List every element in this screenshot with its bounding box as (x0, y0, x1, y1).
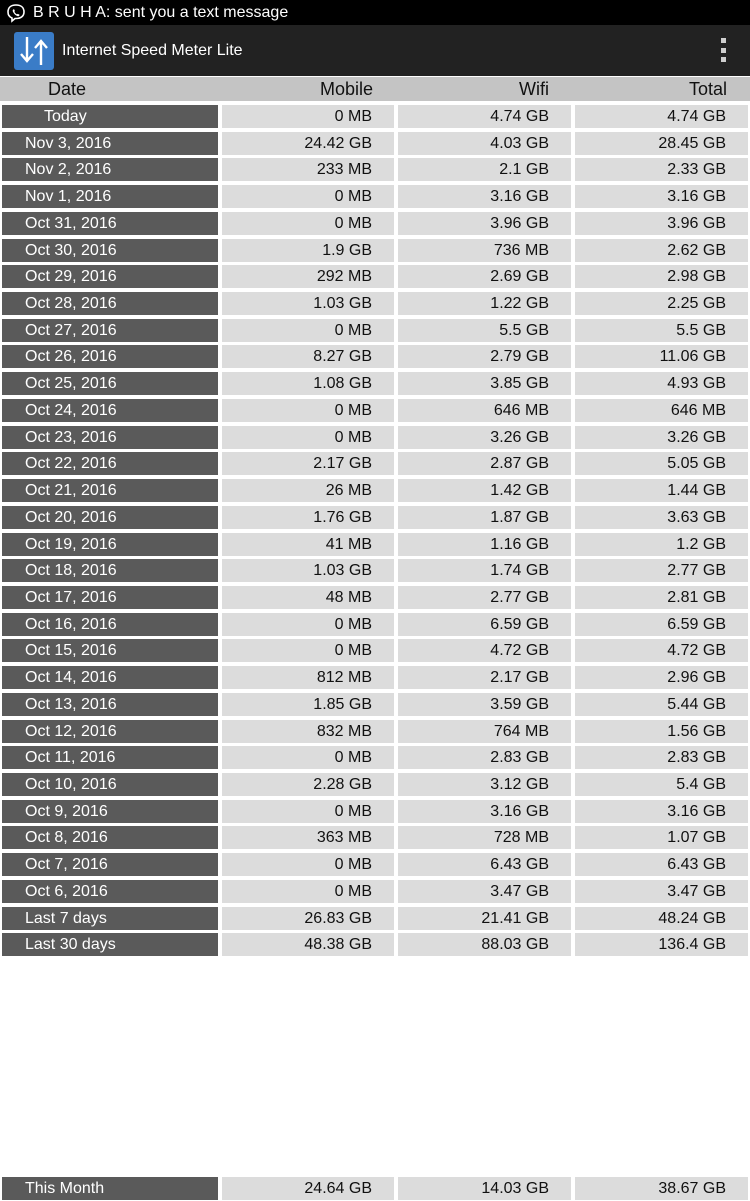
row-mobile: 0 MB (222, 185, 394, 208)
speed-meter-app-icon[interactable] (14, 32, 54, 70)
table-row (0, 559, 750, 586)
row-date: Oct 12, 2016 (2, 720, 218, 743)
table-row (0, 880, 750, 907)
viber-icon (5, 2, 27, 24)
row-wifi: 2.69 GB (398, 265, 571, 288)
row-wifi: 3.16 GB (398, 185, 571, 208)
row-wifi: 2.17 GB (398, 666, 571, 689)
row-total: 2.81 GB (575, 586, 748, 609)
app-bar (0, 25, 750, 76)
row-wifi: 88.03 GB (398, 933, 571, 956)
row-wifi: 2.79 GB (398, 345, 571, 368)
row-mobile: 1.85 GB (222, 693, 394, 716)
row-date: Oct 23, 2016 (2, 426, 218, 449)
row-date: Oct 22, 2016 (2, 452, 218, 475)
row-mobile: 1.03 GB (222, 559, 394, 582)
row-total: 646 MB (575, 399, 748, 422)
table-row (0, 292, 750, 319)
table-row (0, 426, 750, 453)
row-wifi: 3.26 GB (398, 426, 571, 449)
row-wifi: 6.59 GB (398, 613, 571, 636)
row-mobile: 0 MB (222, 853, 394, 876)
row-total: 2.96 GB (575, 666, 748, 689)
table-row (0, 239, 750, 266)
row-date: Oct 10, 2016 (2, 773, 218, 796)
table-row (0, 773, 750, 800)
row-total: 5.5 GB (575, 319, 748, 342)
this-month-mobile: 24.64 GB (222, 1177, 394, 1200)
row-wifi: 646 MB (398, 399, 571, 422)
row-mobile: 363 MB (222, 826, 394, 849)
row-total: 4.74 GB (575, 105, 748, 128)
row-wifi: 3.59 GB (398, 693, 571, 716)
table-row (0, 586, 750, 613)
row-date: Oct 30, 2016 (2, 239, 218, 262)
row-mobile: 1.9 GB (222, 239, 394, 262)
table-row (0, 345, 750, 372)
row-total: 28.45 GB (575, 132, 748, 155)
table-row (0, 933, 750, 960)
row-date: Oct 25, 2016 (2, 372, 218, 395)
row-date: Oct 26, 2016 (2, 345, 218, 368)
row-mobile: 41 MB (222, 533, 394, 556)
row-wifi: 2.87 GB (398, 452, 571, 475)
this-month-total: 38.67 GB (575, 1177, 748, 1200)
row-wifi: 4.03 GB (398, 132, 571, 155)
row-date: Oct 8, 2016 (2, 826, 218, 849)
table-row (0, 372, 750, 399)
row-date: Oct 11, 2016 (2, 746, 218, 769)
row-mobile: 1.03 GB (222, 292, 394, 315)
row-mobile: 0 MB (222, 212, 394, 235)
row-wifi: 1.16 GB (398, 533, 571, 556)
row-wifi: 3.16 GB (398, 800, 571, 823)
table-row (0, 479, 750, 506)
table-row (0, 399, 750, 426)
app-title: Internet Speed Meter Lite (62, 41, 243, 59)
table-row (0, 666, 750, 693)
row-wifi: 2.77 GB (398, 586, 571, 609)
row-date: Last 7 days (2, 907, 218, 930)
row-total: 2.25 GB (575, 292, 748, 315)
row-wifi: 2.1 GB (398, 158, 571, 181)
row-mobile: 0 MB (222, 800, 394, 823)
row-date: Oct 17, 2016 (2, 586, 218, 609)
table-row (0, 826, 750, 853)
row-wifi: 1.74 GB (398, 559, 571, 582)
row-mobile: 0 MB (222, 426, 394, 449)
row-total: 1.56 GB (575, 720, 748, 743)
row-total: 3.63 GB (575, 506, 748, 529)
row-mobile: 48.38 GB (222, 933, 394, 956)
row-mobile: 0 MB (222, 613, 394, 636)
row-mobile: 1.08 GB (222, 372, 394, 395)
row-wifi: 6.43 GB (398, 853, 571, 876)
table-row (0, 853, 750, 880)
overflow-menu-icon[interactable] (718, 38, 728, 62)
row-wifi: 4.74 GB (398, 105, 571, 128)
row-total: 5.4 GB (575, 773, 748, 796)
row-wifi: 3.96 GB (398, 212, 571, 235)
row-date: Nov 3, 2016 (2, 132, 218, 155)
row-mobile: 8.27 GB (222, 345, 394, 368)
row-date: Oct 28, 2016 (2, 292, 218, 315)
row-mobile: 26.83 GB (222, 907, 394, 930)
table-row (0, 800, 750, 827)
this-month-wifi: 14.03 GB (398, 1177, 571, 1200)
row-date: Nov 1, 2016 (2, 185, 218, 208)
row-date: Oct 18, 2016 (2, 559, 218, 582)
table-row (0, 105, 750, 132)
row-total: 5.05 GB (575, 452, 748, 475)
row-date: Oct 16, 2016 (2, 613, 218, 636)
row-mobile: 2.17 GB (222, 452, 394, 475)
row-mobile: 26 MB (222, 479, 394, 502)
row-wifi: 736 MB (398, 239, 571, 262)
row-date: Oct 9, 2016 (2, 800, 218, 823)
row-total: 2.83 GB (575, 746, 748, 769)
status-bar (0, 0, 750, 25)
row-total: 1.2 GB (575, 533, 748, 556)
row-wifi: 4.72 GB (398, 639, 571, 662)
table-row (0, 132, 750, 159)
row-date: Oct 27, 2016 (2, 319, 218, 342)
row-mobile: 2.28 GB (222, 773, 394, 796)
row-total: 11.06 GB (575, 345, 748, 368)
row-mobile: 832 MB (222, 720, 394, 743)
row-total: 1.44 GB (575, 479, 748, 502)
row-wifi: 1.87 GB (398, 506, 571, 529)
row-date: Oct 7, 2016 (2, 853, 218, 876)
row-wifi: 1.22 GB (398, 292, 571, 315)
row-total: 3.47 GB (575, 880, 748, 903)
row-date: Oct 14, 2016 (2, 666, 218, 689)
table-row (0, 720, 750, 747)
header-date: Date (48, 79, 87, 99)
row-date: Oct 21, 2016 (2, 479, 218, 502)
row-mobile: 292 MB (222, 265, 394, 288)
row-date: Oct 15, 2016 (2, 639, 218, 662)
row-total: 3.96 GB (575, 212, 748, 235)
row-total: 48.24 GB (575, 907, 748, 930)
row-total: 5.44 GB (575, 693, 748, 716)
row-wifi: 2.83 GB (398, 746, 571, 769)
row-mobile: 24.42 GB (222, 132, 394, 155)
row-total: 6.59 GB (575, 613, 748, 636)
row-date: Last 30 days (2, 933, 218, 956)
row-date: Oct 19, 2016 (2, 533, 218, 556)
row-total: 2.98 GB (575, 265, 748, 288)
row-date: Oct 29, 2016 (2, 265, 218, 288)
row-total: 136.4 GB (575, 933, 748, 956)
row-mobile: 0 MB (222, 105, 394, 128)
row-wifi: 3.12 GB (398, 773, 571, 796)
row-wifi: 764 MB (398, 720, 571, 743)
table-row (0, 693, 750, 720)
row-total: 3.16 GB (575, 185, 748, 208)
row-wifi: 728 MB (398, 826, 571, 849)
table-row (0, 533, 750, 560)
row-mobile: 1.76 GB (222, 506, 394, 529)
table-row (0, 452, 750, 479)
this-month-label: This Month (2, 1177, 218, 1200)
row-total: 4.72 GB (575, 639, 748, 662)
row-mobile: 233 MB (222, 158, 394, 181)
row-total: 2.77 GB (575, 559, 748, 582)
row-total: 1.07 GB (575, 826, 748, 849)
row-total: 6.43 GB (575, 853, 748, 876)
table-header (0, 77, 750, 101)
row-date: Oct 6, 2016 (2, 880, 218, 903)
table-row (0, 506, 750, 533)
header-total: Total (688, 79, 727, 99)
row-mobile: 0 MB (222, 399, 394, 422)
row-wifi: 3.85 GB (398, 372, 571, 395)
table-row (0, 265, 750, 292)
row-mobile: 0 MB (222, 639, 394, 662)
row-total: 2.33 GB (575, 158, 748, 181)
header-wifi: Wifi (519, 79, 549, 99)
table-row (0, 907, 750, 934)
header-mobile: Mobile (319, 79, 373, 99)
row-total: 4.93 GB (575, 372, 748, 395)
row-mobile: 0 MB (222, 880, 394, 903)
row-wifi: 1.42 GB (398, 479, 571, 502)
row-total: 3.16 GB (575, 800, 748, 823)
table-row (0, 158, 750, 185)
row-date: Today (2, 105, 218, 128)
table-row (0, 212, 750, 239)
table-row (0, 319, 750, 346)
row-total: 3.26 GB (575, 426, 748, 449)
this-month-row (0, 1177, 750, 1200)
row-date: Oct 31, 2016 (2, 212, 218, 235)
row-wifi: 21.41 GB (398, 907, 571, 930)
usage-table (0, 105, 750, 960)
notification-text: B R U H A: sent you a text message (33, 3, 289, 21)
row-wifi: 3.47 GB (398, 880, 571, 903)
row-mobile: 812 MB (222, 666, 394, 689)
row-date: Nov 2, 2016 (2, 158, 218, 181)
row-date: Oct 13, 2016 (2, 693, 218, 716)
row-wifi: 5.5 GB (398, 319, 571, 342)
table-row (0, 746, 750, 773)
row-date: Oct 20, 2016 (2, 506, 218, 529)
table-row (0, 613, 750, 640)
row-mobile: 0 MB (222, 319, 394, 342)
table-row (0, 185, 750, 212)
row-mobile: 48 MB (222, 586, 394, 609)
row-total: 2.62 GB (575, 239, 748, 262)
row-date: Oct 24, 2016 (2, 399, 218, 422)
row-mobile: 0 MB (222, 746, 394, 769)
table-row (0, 639, 750, 666)
